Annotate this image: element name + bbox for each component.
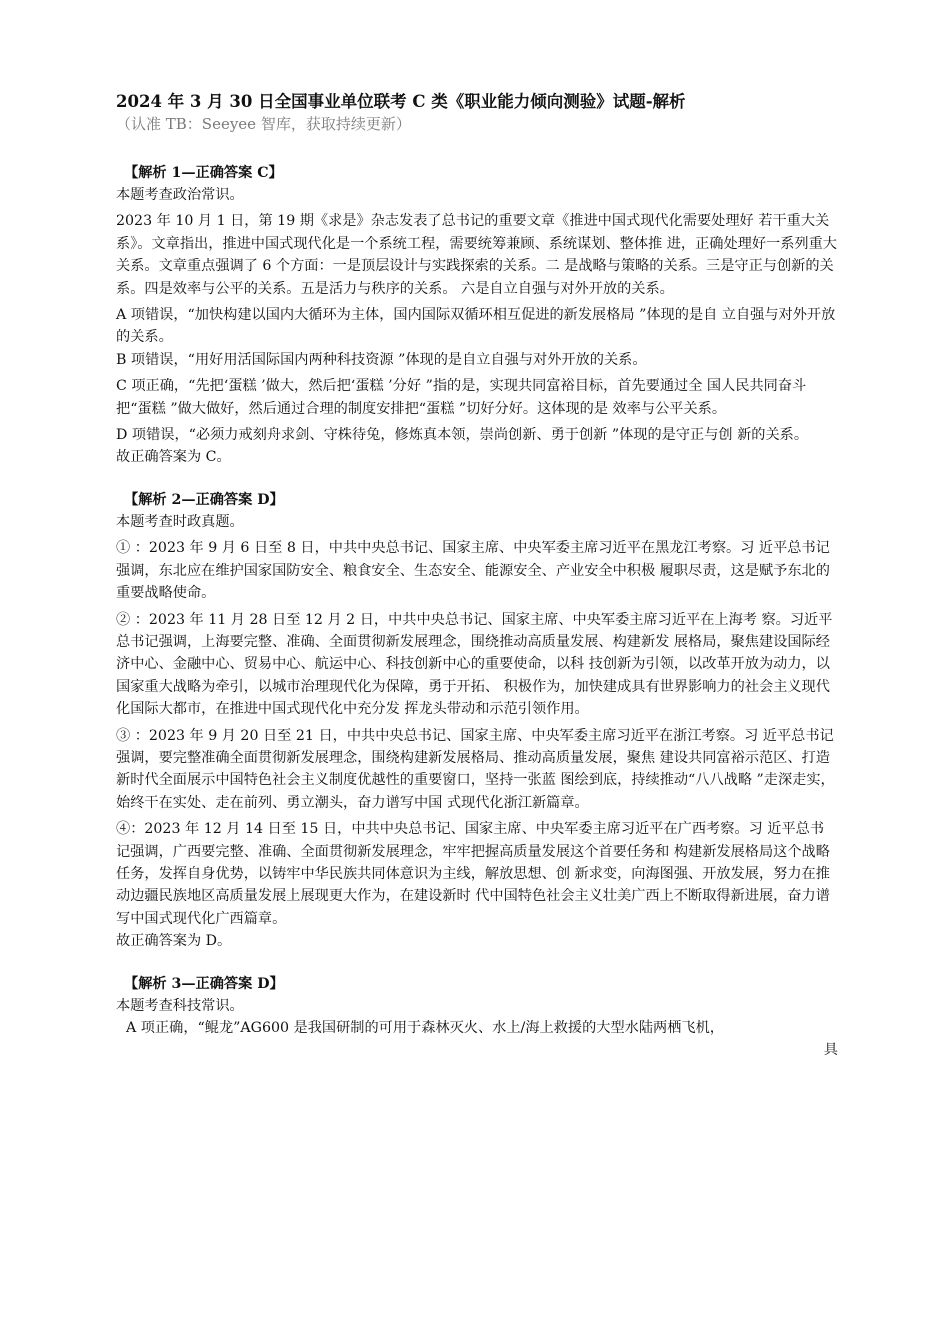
- paragraph: 本题考查科技常识。: [116, 997, 244, 1014]
- paragraph: ② ：2023 年 11 月 28 日至 12 月 2 日，中共中央总书记、国家主席、中央军委主席习近平在上海考 察。习近平总书记强调，上海要完整、准确、全面贯彻新发展理念，围绕推动高质量发展、构建新发 展格局，聚焦建设国际经济中心、金融中心、贸易中心、航运中心、科技创新中心的重要使命，以科 技创新为引领，以改革开放为动力，以国家重大战略为牵引，以城市治理现代化为保障，勇于开拓、 积极作为，加快建成具有世界影响力的社会主义现代化国际大都市，在推进中国式现代化中充分发 挥龙头带动和示范引领作用。: [116, 611, 833, 718]
- analysis-section-2: [116, 489, 838, 953]
- paragraph: D 项错误，“必须力戒刻舟求剑、守株待兔，修炼真本领，崇尚创新、勇于创新 ”体现的是守正与创 新的关系。: [116, 427, 809, 444]
- paragraph: ③ ：2023 年 9 月 20 日至 21 日，中共中央总书记、国家主席、中央军委主席习近平在浙江考察。习 近平总书记强调，要完整准确全面贯彻新发展理念，围绕构建新发展格局、推动高质量发展，聚焦 建设共同富裕示范区、打造新时代全面展示中国特色社会主义制度优越性的重要窗口，坚持一张蓝 图绘到底，持续推动“八八战略 ”走深走实，始终干在实处、走在前列、勇立潮头，奋力谱写中国 式现代化浙江新篇章。: [116, 727, 835, 811]
- paragraph: A 项错误，“加快构建以国内大循环为主体，国内国际双循环相互促进的新发展格局 ”体现的是自 立自强与对外开放的关系。: [116, 307, 836, 346]
- document-body: [116, 162, 838, 1082]
- paragraph: ④：2023 年 12 月 14 日至 15 日，中共中央总书记、国家主席、中央军委主席习近平在广西考察。习 近平总书记强调，广西要完整、准确、全面贯彻新发展理念，牢牢把握高质量发展这个首要任务和 构建新发展格局这个战略任务，发挥自身优势，以铸牢中华民族共同体意识为主线，解放思想、创 新求变，向海图强、开放发展，努力在推动边疆民族地区高质量发展上展现更大作为，在建设新时 代中国特色社会主义壮美广西上不断取得新进展，奋力谱写中国式现代化广西篇章。: [116, 821, 830, 927]
- paragraph: 2023 年 10 月 1 日，第 19 期《求是》杂志发表了总书记的重要文章《推进中国式现代化需要处理好 若干重大关系》。文章指出，推进中国式现代化是一个系统工程，需要统筹兼顾、系统谋划、整体推 进，正确处理好一系列重大关系。文章重点强调了 6 个方面：一是顶层设计与实践探索的关系。二 是战略与策略的关系。三是守正与创新的关系。四是效率与公平的关系。五是活力与秩序的关系。 六是自立自强与对外开放的关系。: [116, 213, 837, 297]
- paragraph: A 项正确，“鲲龙”AG600 是我国研制的可用于森林灭火、水上/海上救援的大型水陆两栖飞机，: [126, 1020, 724, 1036]
- document-title: 2024 年 3 月 30 日全国事业单位联考 C 类《职业能力倾向测验》试题-解析: [116, 92, 686, 111]
- paragraph: 故正确答案为 C。: [116, 449, 231, 466]
- paragraph: 本题考查政治常识。: [116, 187, 244, 203]
- paragraph: ① ：2023 年 9 月 6 日至 8 日，中共中央总书记、国家主席、中央军委主席习近平在黑龙江考察。习 近平总书记强调，东北应在维护国家国防安全、粮食安全、生态安全、能源安全、产业安全中积极 履职尽责，这是赋予东北的重要战略使命。: [116, 540, 830, 602]
- document-subtitle: （认准 TB：Seeyee 智库，获取持续更新）: [116, 115, 411, 133]
- paragraph-continuation: 具: [823, 1042, 838, 1059]
- paragraph: C 项正确，“先把‘蛋糕 ’做大，然后把‘蛋糕 ’分好 ”指的是，实现共同富裕目标，首先要通过全 国人民共同奋斗把“蛋糕 ”做大做好，然后通过合理的制度安排把“蛋糕 ”切好分好。这体现的是 效率与公平关系。: [116, 378, 807, 417]
- paragraph: B 项错误，“用好用活国际国内两种科技资源 ”体现的是自立自强与对外开放的关系。: [116, 351, 647, 368]
- analysis-section-1: [116, 162, 838, 469]
- section-heading: 【解析 3—正确答案 D】: [124, 975, 284, 992]
- section-heading: 【解析 1—正确答案 C】: [124, 165, 283, 181]
- analysis-section-3: [116, 973, 838, 1062]
- section-heading: 【解析 2—正确答案 D】: [124, 491, 284, 508]
- paragraph: 本题考查时政真题。: [116, 513, 244, 530]
- paragraph: 故正确答案为 D。: [116, 933, 232, 950]
